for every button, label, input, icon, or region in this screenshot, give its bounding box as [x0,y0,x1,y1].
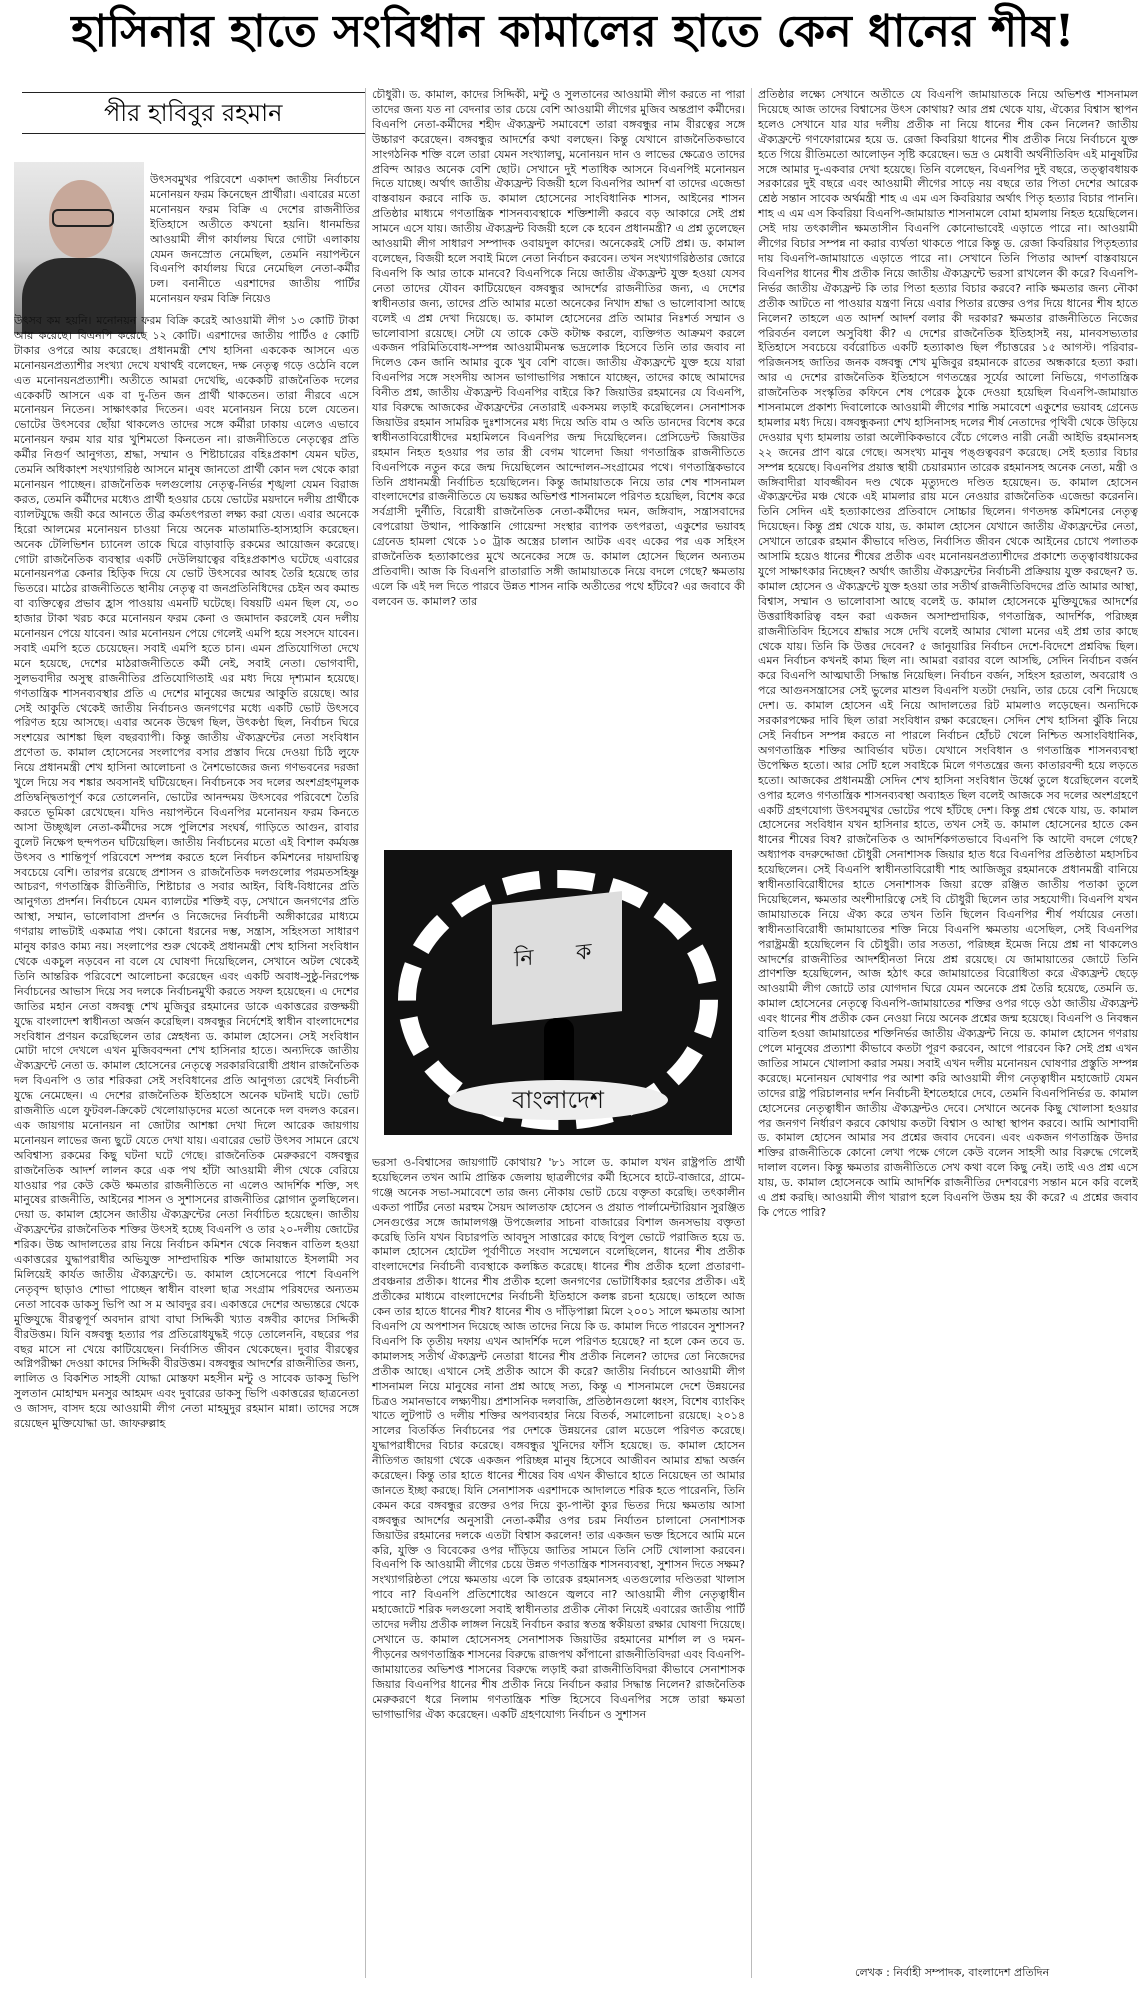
column-3 [758,88,1138,1968]
ballot-box-shape [492,891,622,1025]
column-1-intro [150,162,360,314]
paragraph: উৎসব কম হয়নি। মনোনয়ন ফরম বিক্রি করেই আওয়ামী লীগ ১৩ কোটি টাকা আয় করেছে। বিএনপি করেছে ১২ কোটি। এরশাদের জাতীয় পার্টিও ৫ কোটি টাকার ওপরে আয় করেছে। প্রধানমন্ত্রী শেখ হাসিনা এককেক আসনে এত মনোনয়নপ্রত্যাশীর সংখ্যা দেখে যথার্থই বলেছেন, দক্ষ নেতৃত্ব গড়ে ওঠেনি বলে এত মনোনয়নপ্রত্যাশী। অতীতে আমরা দেখেছি, একেকটি রাজনৈতিক দলের একেকটি আসনে এক বা দু-তিন জন প্রার্থী থাকতেন। তারা নীরবে এসে মনোনয়ন নিতেন। সাক্ষাৎকার দিতেন। এবং মনোনয়ন নিয়ে চলে যেতেন। ভোটের উৎসবের ছোঁয়া থাকলেও তাদের সঙ্গে কর্মীরা ঢাকায় এলেও এভাবে মনোনয়ন ফরম যার যার খুশিমতো কিনতেন না। রাজনীতিতে নেতৃত্বের প্রতি কর্মীর নিগুর্ণ আনুগত্য, শ্রদ্ধা, সম্মান ও শিষ্টাচারের বহিঃপ্রকাশ যেমন ঘটত, তেমনি অধিকাংশ সংখ্যাগরিষ্ঠ আসনে মানুষ জানতো প্রার্থী কোন দল থেকে কারা মনোনয়ন পাচ্ছেন। রাজনৈতিক দলগুলোয় নেতৃত্ব-নির্ভর শৃঙ্খলা যেমন বিরাজ করত, তেমনি কর্মীদের মধ্যেও প্রার্থী হওয়ার চেয়ে ভোটের ময়দানে দলীয় প্রার্থীকে ব্যালটযুদ্ধে জয়ী করে আনতে তীব্র কর্মতৎপরতা লক্ষ্য করা যেত। এবার অনেকে হিরো আলমের মনোনয়ন চাওয়া নিয়ে অনেক মাতামাতি-হাস্যহাসি করেছেন। অনেক টেলিভিশন চ্যানেল তাকে ঘিরে বাড়াবাড়ি রকমের আয়োজন করেছে। গোটা রাজনৈতিক ব্যবস্থার একটি দেউলিয়াত্বের বহিঃপ্রকাশও ঘটেছে এবারের মনোনয়নপত্র কেনার হিড়িক দিয়ে যে ভোট উৎসবের আবহ তৈরি হয়েছে তার ভিতরে। মাঠের রাজনীতিতে স্থানীয় নেতৃত্ব বা জনপ্রতিনিধিদের চেইন অব কমান্ড বা ব্যক্তিত্বের প্রভাব হ্রাস পাওয়ায় এমনটি ঘটেছে। বিষয়টি এমন ছিল যে, ৩০ হাজার টাকা খরচ করে মনোনয়ন ফরম কেনা ও জমাদান করলেই যেন দলীয় মনোনয়ন পেয়ে যাবেন। আর মনোনয়ন পেয়ে গেলেই এমপি হয়ে সংসদে যাবেন। সবাই এমপি হতে চেয়েছেন। সবাই এমপি হতে চান। এমন প্রতিযোগিতা দেখে মনে হয়েছে, দেশের মাঠরাজনীতিতে কর্মী নেই, সবাই নেতা। ভোগবাদী, সুলভবাদীর অসুস্থ রাজনীতির প্রতিযোগিতাই এর মধ্য দিয়ে দৃশ্যমান হয়েছে। গণতান্ত্রিক শাসনব্যবস্থার প্রতি এ দেশের মানুষের জন্মের আকুতি রয়েছে। আর সেই আকুতি থেকেই জাতীয় নির্বাচনও জনগণের মধ্যে একটি ভোট উৎসবে পরিণত হয়ে আসছে। এবার অনেক উদ্বেগ ছিল, উৎকণ্ঠা ছিল, নির্বাচন ঘিরে সংশয়ের আশঙ্কা ছিল বছরব্যাপী। কিন্তু জাতীয় ঐক্যফ্রন্টের নেতা সংবিধান প্রণেতা ড. কামাল হোসেনের সংলাপের বসার প্রস্তাব দিয়ে দেওয়া চিঠি লুফে নিয়ে প্রধানমন্ত্রী শেখ হাসিনা আলোচনা ও নৈশভোজের জন্য গণভবনের দরজা খুলে দিয়ে সব শঙ্কার অবসানই ঘটিয়েছেন। নির্বাচনকে সব দলের অংশগ্রহণমূলক প্রতিদ্বন্দ্বিতাপূর্ণ করে তোলেননি, ভোটের আনন্দময় উৎসবের পরিবেশে তৈরি করতে ভূমিকা রেখেছেন। যদিও নয়াপল্টনে বিএনপির মনোনয়ন ফরম কিনতে আসা উচ্ছৃঙ্খল নেতা-কর্মীদের সঙ্গে পুলিশের সংঘর্ষ, গাড়িতে আগুন, রাবার বুলেট নিক্ষেপ ছন্দপতন ঘটিয়েছিল। জাতীয় নির্বাচনের মতো এই বিশাল কর্মযজ্ঞ উৎসব ও শান্তিপূর্ণ পরিবেশে সম্পন্ন করতে হলে নির্বাচন কমিশনের দায়দায়িত্ব সবচেয়ে বেশি। তারপর রয়েছে প্রশাসন ও রাজনৈতিক দলগুলোর পরমতসহিষ্ণু আচরণ, গণতান্ত্রিক রীতিনীতি, শিষ্টাচার ও সবার আইন, বিধি-বিধানের প্রতি আনুগত্য প্রদর্শন। নির্বাচনে যেমন ব্যালটের শক্তিই বড়, সেখানে জনগণের প্রতি আস্থা, সম্মান, ভালোবাসা প্রদর্শন ও নিজেদের নির্বাচনী অঙ্গীকারের মাধ্যমে গণরায় লাভটাই একমাত্র পথ। কোনো ধরনের দম্ভ, সন্ত্রাস, সহিংসতা সাধারণ মানুষ কারও কাম্য নয়। সংলাপের শুরু থেকেই প্রধানমন্ত্রী শেখ হাসিনা সংবিধান থেকে একচুল নড়বেন না বলে যে ঘোষণা দিয়েছিলেন, সেখানে অটল থেকেই তিনি আন্তরিক পরিবেশে আলোচনা করেছেন এবং একটি অবাধ-সুষ্ঠু-নিরপেক্ষ নির্বাচনের আভাস দিয়ে সব দলকে নির্বাচনমুখী করতে সফল হয়েছেন। এ দেশের জাতির মহান নেতা বঙ্গবন্ধু শেখ মুজিবুর রহমানের ডাকে একাত্তরের রক্তক্ষয়ী যুদ্ধে বাংলাদেশ স্বাধীনতা অর্জন করেছিল। বঙ্গবন্ধুর নির্দেশেই স্বাধীন বাংলাদেশের সংবিধান প্রণয়ন করেছিলেন তার স্নেহধন্য ড. কামাল হোসেন। সেই সংবিধান মোটা দাগে দেখলে এখন মুজিববন্দনা শেখ হাসিনার হাতে। অন্যদিকে জাতীয় ঐক্যফ্রন্টে নেতা ড. কামাল হোসেনের নেতৃত্বে সরকারবিরোধী প্রধান রাজনৈতিক দল বিএনপি ও তার শরিকরা সেই সংবিধানের প্রতি আনুগত্য রেখেই নির্বাচনী যুদ্ধে নেমেছেন। এ দেশের রাজনৈতিক ইতিহাসে অনেক ঘটনাই ঘটে। ভোট রাজনীতি এলে ফুটবল-ক্রিকেট খেলোয়াড়দের মতো অনেকে দল বদলও করেন। এক জায়গায় মনোনয়ন না জোটার আশঙ্কা দেখা দিলে আরেক জায়গায় মনোনয়ন লাভের জন্য ছুটে যেতে দেখা যায়। এবারের ভোট উৎসব সামনে রেখে অবিশ্বাস্য রকমের কিছু ঘটনা ঘটে গেছে। রাজনৈতিক মেরুকরণে বঙ্গবন্ধুর রাজনৈতিক আদর্শ লালন করে এক পথ হাঁটা আওয়ামী লীগ থেকে বেরিয়ে যাওয়ার পর কেউ কেউ ক্ষমতার রাজনীতিতে না এলেও আদর্শিক শক্তি, সৎ মানুষের রাজনীতি, আইনের শাসন ও সুশাসনের রাজনীতির স্লোগান তুলছিলেন। দেয়া ড. কামাল হোসেন জাতীয় ঐক্যফ্রন্টের নেতা নির্বাচিত হয়েছেন। জাতীয় ঐক্যফ্রন্টের রাজনৈতিক শক্তির উৎসই হচ্ছে বিএনপি ও তার ২০-দলীয় জোটের শরিক। উচ্চ আদালতের রায় নিয়ে নির্বাচন কমিশন থেকে নিবন্ধন বাতিল হওয়া একাত্তরের যুদ্ধাপরাধীর অভিযুক্ত সাম্প্রদায়িক শক্তি জামায়াতে ইসলামী সব মিলিয়েই কার্যত জাতীয় ঐক্যফ্রন্টে। ড. কামাল হোসেনেরে পাশে বিএনপি নেতৃবৃন্দ ছাড়াও শোভা পাচ্ছেন স্বাধীন বাংলা ছাত্র সংগ্রাম পরিষদের অন্যতম নেতা সাবেক ডাকসু ভিপি আ স ম আবদুর রব। একাত্তরে দেশের অভ্যন্তরে থেকে মুক্তিযুদ্ধে বীরত্বপূর্ণ অবদান রাখা বাঘা সিদ্দিকী খ্যাত বঙ্গবীর কাদের সিদ্দিকী বীরউত্তম। যিনি বঙ্গবন্ধু হত্যার পর প্রতিরোধযুদ্ধই গড়ে তোলেননি, বছরের পর বছর মাসে না খেয়ে কাটিয়েছেন। নির্বাসিত জীবন থেকেছেন। দুবার বীরত্বের অগ্নিপরীক্ষা দেওয়া কাদের সিদ্দিকী বীরউত্তম। বঙ্গবন্ধুর আদর্শের রাজনীতির জন্য, লালিত ও বিকশিত সাহসী যোদ্ধা মোস্তফা মহসীন মন্টু ও সাবেক ডাকসু ভিপি সুলতান মোহাম্মদ মনসুর আহমদ এবং দুবারের ডাকসু ভিপি একাত্তরের ছাত্রনেতা ও জাসদ, বাসদ হয়ে আওয়ামী লীগ নেতা মাহমুদুর রহমান মান্না। তাদের সঙ্গে রয়েছেন মুক্তিযোদ্ধা ডা. জাফরুল্লাহ [14,314,359,1431]
box-letter: ক [576,939,592,967]
column-divider [365,88,366,1978]
paragraph: ভরসা ও-বিশ্বাসের জায়গাটি কোথায়? '৮১ সালে ড. কামাল যখন রাষ্ট্রপতি প্রার্থী হয়েছিলেন তখন আমি প্রান্তিক জেলায় ছাত্রলীগের কর্মী হিসেবে হাটে-বাজারে, গ্রামে-গঞ্জে অনেক সভা-সমাবেশে তার জন্য নৌকায় ভোট চেয়ে বক্তৃতা করেছি। তৎকালীন একতা পার্টির নেতা মরহুম সৈয়দ আলতাফ হোসেন ও প্রয়াত পার্লামেন্টারিয়ান সুরঞ্জিত সেনগুপ্তের সঙ্গে জামালগঞ্জ উপজেলার সাচনা বাজারের বিশাল জনসভায় বক্তৃতা করেছি তিনি যখন বিচারপতি আবদুস সাত্তারের কাছে বিপুল ভোটে পরাজিত হয়ে ড. কামাল হোসেন হোটেল পূর্বাণীতে সংবাদ সম্মেলনে বলেছিলেন, ধানের শীষ প্রতীক বাংলাদেশের নির্বাচনী ব্যবস্থাকে কলঙ্কিত করেছে। ধানের শীষ প্রতীক হলো প্রতারণা-প্রবঞ্চনার প্রতীক। ধানের শীষ প্রতীক হলো জনগণের ভোটাধিকার হরণের প্রতীক। এই প্রতীকের মাধ্যমে বাংলাদেশের নির্বাচনী ইতিহাসে কলঙ্ক রচনা হয়েছে। তাহলে আজ কেন তার হাতে ধানের শীষ? ধানের শীষ ও দাঁড়িপাল্লা মিলে ২০০১ সালে ক্ষমতায় আসা বিএনপি যে অপশাসন দিয়েছে আজ তাদের নিয়ে কি ড. কামাল দিতে পারবেন সুশাসন? বিএনপি কি তৃতীয় দফায় এখন আদর্শিক দলে পরিণত হয়েছে? না হলে কেন তবে ড. কামালসহ সতীর্থ ঐক্যফ্রন্ট নেতারা ধানের শীষ প্রতীক নিলেন? তাদের তো নিজেদের প্রতীক আছে। এখানে সেই প্রতীক আসে কী করে? জাতীয় নির্বাচনে আওয়ামী লীগ শাসনামল নিয়ে মানুষের নানা প্রশ্ন আছে সত্য, কিন্তু এ শাসনামলে দেশে উন্নয়নের চিত্রও সমানভাবে লক্ষ্যণীয়। প্রশাসনিক দলবাজি, প্রতিষ্ঠানগুলো ধ্বংস, বিশেষ ব্যাংকিং খাতে লুটপাট ও দলীয় শক্তির অপব্যবহার নিয়ে বিতর্ক, সমালোচনা রয়েছে। ২০১৪ সালের বিতর্কিত নির্বাচনের পর দেশকে উন্নয়নের রোল মডেলে পরিণত করেছে। যুদ্ধাপরাধীদের বিচার করেছে। বঙ্গবন্ধুর খুনিদের ফাঁসি হয়েছে। ড. কামাল হোসেন নীতিগত জায়গা থেকে একজন পরিচ্ছন্ন মানুষ হিসেবে আজীবন আমার শ্রদ্ধা অর্জন করেছেন। কিন্তু তার হাতে ধানের শীষের বিষ এখন কীভাবে হাতে নিয়েছেন তা আমার জানতে ইচ্ছা করছে। যিনি সেনাশাসক এরশাদকে আদালতে শরিক হতে পারেননি, তিনি কেমন করে বঙ্গবন্ধুর রক্তের ওপর দিয়ে ক্যু-পাল্টা ক্যুর ভিতর দিয়ে ক্ষমতায় আসা বঙ্গবন্ধুর আদর্শের অনুসারী নেতা-কর্মীর ওপর চরম নির্যাতন চালানো সেনাশাসক জিয়াউর রহমানের দলকে এতটা বিশ্বাস করলেন! তার একজন ভক্ত হিসেবে আমি মনে করি, যুক্তি ও বিবেকের ওপর দাঁড়িয়ে জাতির সামনে তিনি সেটি খোলাসা করবেন। বিএনপি কি আওয়ামী লীগের চেয়ে উন্নত গণতান্ত্রিক শাসনব্যবস্থা, সুশাসন দিতে সক্ষম? সংখ্যাগরিষ্ঠতা পেয়ে ক্ষমতায় এলে কি তারেক রহমানসহ এতগুলোর দণ্ডিতরা খালাস পাবে না? বিএনপি প্রতিশোধের আগুনে জ্বলবে না? আওয়ামী লীগ নেতৃত্বাধীন মহাজোটে শরিক দলগুলো সবাই স্বাধীনতার প্রতীক নৌকা নিয়েই এবারের জাতীয় পার্টি তাদের দলীয় প্রতীক লাঙ্গল নিয়েই নির্বাচন করার স্বতন্ত্র স্বকীয়তা রক্ষার ঘোষণা দিয়েছে। সেখানে ড. কামাল হোসেনসহ সেনাশাসক জিয়াউর রহমানের মার্শাল ল ও দমন-পীড়নের অগণতান্ত্রিক শাসনের বিরুদ্ধে রাজপথ কাঁপানো রাজনীতিবিদরা এবং বিএনপি-জামায়াতের অভিশপ্ত শাসনের বিরুদ্ধে লড়াই করা রাজনীতিবিদরা কীভাবে সেনাশাসক জিয়ার বিএনপির ধানের শীষ প্রতীক নিয়ে নির্বাচন করার সিদ্ধান্ত নিলেন? রাজনৈতিক মেরুকরণে ধরে নিলাম গণতান্ত্রিক শক্তি হিসেবে বিএনপির সঙ্গে তারা ক্ষমতা ভাগাভাগির ঐক্য করেছেন। একটি গ্রহণযোগ্য নির্বাচন ও সুশাসন [372,1156,745,1721]
column-2-top [372,88,745,843]
paragraph: উৎসবমুখর পরিবেশে একাদশ জাতীয় নির্বাচনে মনোনয়ন ফরম কিনেছেন প্রার্থীরা। এবারের মতো মনোনয়ন ফরম বিক্রি এ দেশের রাজনীতির ইতিহাসে অতীতে কখনো হয়নি। ধানমন্ডির আওয়ামী লীগ কার্যালয় ঘিরে গোটা এলাকায় যেমন জনস্রোত নেমেছিল, তেমনি নয়াপল্টনে বিএনপি কার্যালয় ঘিরে নেমেছিল নেতা-কর্মীর ঢল। বনানীতে এরশাদের জাতীয় পার্টির মনোনয়ন ফরম বিক্রি নিয়েও [150,173,360,306]
column-1 [14,314,359,1984]
ballot-box-illustration [384,850,732,1135]
photo-glasses-shape [52,209,114,227]
author-credit: লেখক : নির্বাহী সম্পাদক, বাংলাদেশ প্রতিদিন [855,1966,1050,1979]
illustration-banner: বাংলাদেশ [448,1080,668,1120]
column-divider [751,88,752,1978]
byline: পীর হাবিবুর রহমান [104,99,283,127]
paragraph: প্রতিষ্ঠার লক্ষ্যে সেখানে অতীতে যে বিএনপি জামায়াতকে নিয়ে অভিশপ্ত শাসনামল দিয়েছে আজ তাদের বিশ্বাসের উৎস কোথায়? আর প্রশ্ন থেকে যায়, ঐক্যের বিশ্বাস স্থাপন হলেও সেখানে যার যার দলীয় প্রতীক না নিয়ে ধানের শীষ কেন নিলেন? জাতীয় ঐক্যফ্রন্টে গণফোরামের হয়ে ড. রেজা কিবরিয়া ধানের শীষ প্রতীক নিয়ে নির্বাচনে যুক্ত হতে গিয়ে রীতিমতো আলোড়ন সৃষ্টি করেছেন। ভদ্র ও মেধাবী অর্থনীতিবিদ এই মানুষটির সঙ্গে আমার দু-একবার দেখা হয়েছে। তিনি বলেছেন, বিএনপির দুই বছরে, তত্ত্বাবধায়ক সরকারের দুই বছরে এবং আওয়ামী লীগের সাড়ে নয় বছরে তার পিতা দেশের আরেক শ্রেষ্ঠ সন্তান সাবেক অর্থমন্ত্রী শাহ এ এম এস কিবরিয়ার অর্থাৎ পিতৃ হত্যার বিচার পাননি। শাহ এ এম এস কিবরিয়া বিএনপি-জামায়াত শাসনামলে বোমা হামলায় নিহত হয়েছিলেন। সেই দায় তৎকালীন ক্ষমতাসীন বিএনপি কোনোভাবেই এড়াতে পারে না। আওয়ামী লীগের বিচার সম্পন্ন না করার ব্যর্থতা থাকতে পারে কিন্তু ড. রেজা কিবরিয়ার পিতৃহত্যার দায় বিএনপি-জামায়াতে এড়াতে পারে না। সেখানে তিনি পিতার আদর্শ বাস্তবায়নে বিএনপির ধানের শীষ প্রতীক নিয়ে জাতীয় ঐক্যফ্রন্টে ভরসা রাখলেন কী করে? বিএনপি-নির্ভর জাতীয় ঐক্যফ্রন্ট কি তার পিতা হত্যার বিচার করবে? নাকি ক্ষমতার জন্য নৌকা প্রতীক আটতে না পাওয়ার যন্ত্রণা নিয়ে এবার পিতার রক্তের ওপর দিয়ে ধানের শীষ হাতে নিলেন? তাহলে এত আদর্শ আদর্শ বলার কী দরকার? ক্ষমতার রাজনীতিতে নিজের পরিবর্তন বললে অসুবিধা কী? এ দেশের রাজনৈতিক ইতিহাসই নয়, মানবসভ্যতার ইতিহাসে সবচেয়ে বর্বরোচিত একটি হত্যাকাণ্ড ছিল পঁচাত্তরের ১৫ আগস্ট। পরিবার-পরিজনসহ জাতির জনক বঙ্গবন্ধু শেখ মুজিবুর রহমানকে রাতের অন্ধকারে হত্যা করা। আর এ দেশের রাজনৈতিক ইতিহাসে গণতন্ত্রের সূর্যের আলো নিভিয়ে, গণতান্ত্রিক রাজনৈতিক সংস্কৃতির কফিনে শেষ পেরেক ঠুকে দেওয়া হয়েছিল বিএনপি-জামায়াত শাসনামলে প্রকাশ্য দিবালোকে আওয়ামী লীগের শান্তি সমাবেশে একুশের ভয়াবহ গ্রেনেড হামলার মধ্য দিয়ে। বঙ্গবন্ধুকন্যা শেখ হাসিনাসহ দলের শীর্ষ নেতাদের পৃথিবী থেকে উড়িয়ে দেওয়ার ঘৃণ্য হামলায় তারা অলৌকিকভাবে বেঁচে গেলেও নারী নেত্রী আইভি রহমানসহ ২২ জনের প্রাণ ঝরে গেছে। অসংখ্য মানুষ পঙ্গুত্ববরণ করেছে। সেই হত্যার বিচার সম্পন্ন হয়েছে। বিএনপির প্রয়াত্ত স্থায়ী চেয়ারম্যান তারেক রহমানসহ অনেক নেতা, মন্ত্রী ও জঙ্গিবাদীরা যাবজ্জীবন দণ্ড থেকে মৃত্যুদণ্ডে দণ্ডিত হয়েছেন। ড. কামাল হোসেন ঐক্যফ্রন্টের মঞ্চ থেকে এই মামলার রায় মনে নেওয়ার রাজনৈতিক এজেন্ডা করেননি। তিনি সেদিন এই হত্যাকাণ্ডের প্রতিবাদে সোচ্চার ছিলেন। গণতদন্ত কমিশনের নেতৃত্ব দিয়েছেন। কিন্তু প্রশ্ন থেকে যায়, ড. কামাল হোসেন যেখানে জাতীয় ঐক্যফ্রন্টের নেতা, সেখানে তারেক রহমান কীভাবে দণ্ডিত, নির্বাসিত জীবন থেকে আইনের চোখে পলাতক আসামি হয়েও ধানের শীষের প্রতীক এবং মনোনয়নপ্রত্যাশীদের প্রকাশ্যে তত্ত্বাবধায়কের যুগে সাক্ষাৎকার নিচ্ছেন? অর্থাৎ জাতীয় ঐক্যফ্রন্টের নির্বাচনী প্রক্রিয়ায় যুক্ত করছেন? ড. কামাল হোসেন ও ঐক্যফ্রন্টে যুক্ত হওয়া তার সতীর্থ রাজনীতিবিদদের প্রতি আমার আস্থা, বিশ্বাস, সম্মান ও ভালোবাসা আছে বলেই ড. কামাল হোসেনকে মুক্তিযুদ্ধের আদর্শের উত্তরাধিকারিত্ব বহন করা একজন অসাম্প্রদায়িক, গণতান্ত্রিক, আদর্শিক, পরিচ্ছন্ন রাজনীতিবিদ হিসেবে শ্রদ্ধার সঙ্গে দেখি বলেই আমার খোলা মনের এই প্রশ্ন তার কাছে থেকে যায়। তিনি কি উত্তর দেবেন? ৫ জানুয়ারির নির্বাচন দেশে-বিদেশে প্রশ্নবিদ্ধ ছিল। এমন নির্বাচন কখনই কাম্য ছিল না। আমরা বরাবর বলে আসছি, সেদিন নির্বাচন বর্জন করে বিএনপি আত্মঘাতী সিদ্ধান্ত নিয়েছিল। নির্বাচন বর্জন, সহিংস হরতাল, অবরোধ ও পরে আগুনসন্ত্রাসের সেই ভুলের মাশুল বিএনপি যতটা দেয়নি, তার চেয়ে বেশি দিয়েছে দেশ। ড. কামাল হোসেন এই নিয়ে আদালতের রিট মামলাও লড়েছেন। অন্যদিকে সরকারপক্ষের দাবি ছিল তারা সংবিধান রক্ষা করেছেন। সেদিন শেখ হাসিনা ঝুঁকি নিয়ে সেই নির্বাচন সম্পন্ন করতে না পারলে নির্বাচন হোঁচট খেলে নিশ্চিত অসাংবিধানিক, অগণতান্ত্রিক শক্তির আবির্ভাব ঘটত। যেখানে সংবিধান ও গণতান্ত্রিক শাসনব্যবস্থা উপেক্ষিত হতো। আর সেটি হলে সবাইকে মিলে গণতন্ত্রের জন্য কাতারবন্দী হয়ে লড়তে হতো। আজকের প্রধানমন্ত্রী সেদিন শেখ হাসিনা সংবিধান উর্ধ্বে তুলে ধরেছিলেন বলেই ওপার হলেও গণতান্ত্রিক শাসনব্যবস্থা অব্যাহত ছিল বলেই আজকে সব দলের অংশগ্রহণে একটি গ্রহণযোগ্য উৎসবমুখর ভোটের পথে হাঁটছে দেশ। কিন্তু প্রশ্ন থেকে যায়, ড. কামাল হোসেনের সংবিধান যখন হাসিনার হাতে, তখন সেই ড. কামাল হোসেনের হাতে কেন ধানের শীষের বিষ? রাজনৈতিক ও আদর্শিকগতভাবে বিএনপি কি আদৌ বদলে গেছে? অধ্যাপক বদরুদ্দোজা চৌধুরী সেনাশাসক জিয়ার হাত ধরে বিএনপির প্রতিষ্ঠাতা মহাসচিব হয়েছিলেন। সেই বিএনপি স্বাধীনতাবিরোধী শাহ আজিজুর রহমানকে প্রধানমন্ত্রী বানিয়ে স্বাধীনতাবিরোধীদের হাতে সেনাশাসক জিয়া রক্তে রঞ্জিত জাতীয় পতাকা তুলে দিয়েছিলেন, ক্ষমতার অংশীদারিত্বে সেই বি চৌধুরী ছিলেন তার সহযোগী। বিএনপি যখন জামায়াতকে নিয়ে ঐক্য করে তখন তিনি ছিলেন বিএনপির শীর্ষ পর্যায়ের নেতা। স্বাধীনতাবিরোধী জামায়াতের শক্তি নিয়ে বিএনপি ক্ষমতায় এসেছিল, সেই বিএনপির পরাষ্ট্রমন্ত্রী হয়েছিলেন বি চৌধুরী। তার সততা, পরিচ্ছন্ন ইমেজ নিয়ে প্রশ্ন না থাকলেও আদর্শের রাজনীতির আদর্শহীনতা নিয়ে প্রশ্ন রয়েছে। যে জামায়াতের জোটে তিনি প্রাণশক্তি হয়েছিলেন, আজ হঠাৎ করে জামায়াতের বিরোধিতা করে ঐক্যফ্রন্ট ছেড়ে আওয়ামী লীগ জোটে তার যোগদান ঘিরে যেমন অনেকে প্রশ্ন তৈরি হয়েছে, তেমনি ড. কামাল হোসেনের নেতৃত্বে বিএনপি-জামায়াতের শক্তির ওপর গড়ে ওঠা জাতীয় ঐক্যফ্রন্ট এবং ধানের শীষ প্রতীক কেন নেওয়া নিয়ে অনেক প্রশ্নের জন্ম হয়েছে। বিএনপি ও নিবন্ধন বাতিল হওয়া জামায়াতের শক্তিনির্ভর জাতীয় ঐক্যফ্রন্ট নিয়ে ড. কামাল হোসেন গণরায় পেলে মানুষের প্রত্যাশা কীভাবে কতটা পূরণ করবেন, আগে পারবেন কি? সেই প্রশ্ন এখন জাতির সামনে খোলাসা করার সময়। সবাই এখন দলীয় মনোনয়ন ঘোষণার প্রস্তুতি সম্পন্ন করেছে। মনোনয়ন ঘোষণার পর আশা করি আওয়ামী লীগ নেতৃত্বাধীন মহাজোট যেমন তাদের রাষ্ট্র পরিচালনার দর্শন নির্বাচনী ইশতেহারে দেবে, তেমনি বিএনপিনির্ভর ড. কামাল হোসেনের নেতৃত্বাধীন জাতীয় ঐক্যফ্রন্টও দেবে। সেখানে অনেক কিছু খোলাসা হওয়ার পর জনগণ নির্ধারণ করবে কোথায় কতটা বিশ্বাস ও আস্থা স্থাপন করবে। আমি আশাবাদী ড. কামাল হোসেন আমার সব প্রশ্নের জবাব দেবেন। এবং একজন গণতান্ত্রিক উদার শক্তির রাজনীতিকে কোনো লেখা পক্ষে গেলে কেউ বলেন সাহসী আর বিরুদ্ধে গেলেই দালাল বলেন। কিন্তু ক্ষমতার রাজনীতিতে সেখ কথা বলে কিছু নেই। তাই এও প্রশ্ন এসে যায়, ড. কামাল হোসেনকে আমি আদর্শিক রাজনীতির দেশবরেণ্য সন্তান মনে করি বলেই এ প্রশ্ন করছি। আওয়ামী লীগ খারাপ হলে বিএনপি উত্তম হয় কী করে? এ প্রশ্নের জবাব কি পেতে পারি? [758,88,1138,1219]
column-2-bottom [372,1156,745,1986]
headline: হাসিনার হাতে সংবিধান কামালের হাতে কেন ধানের শীষ! [71,6,1075,57]
box-letter: নি [514,945,534,973]
author-photo [14,162,144,334]
paragraph: চৌধুরী। ড. কামাল, কাদের সিদ্দিকী, মন্টু ও সুলতানের আওয়ামী লীগ করতে না পারা তাদের জন্য যত না বেদনার তার চেয়ে বেশি আওয়ামী লীগের মুজিব অন্তপ্রাণ কর্মীদের। বিএনপি নেতা-কর্মীদের শহীদ ঐক্যফ্রন্ট সমাবেশে তারা বঙ্গবন্ধুর নাম বীরত্বের সঙ্গে উচ্চারণ করেছেন। বঙ্গবন্ধুর আদর্শের কথা বলছেন। কিন্তু যেখানে রাজনৈতিকভাবে সাংগঠনিক শক্তি বলে তারা যেমন সংখ্যালঘু, মনোনয়ন দান ও লাভের ক্ষেত্রেও তাদের প্রবিন্দ আরও অনেক বেশি ছোট। সেখানে দুই শতাধিক আসনে বিএনপিই মনোনয়ন দিতে যাচ্ছে। অর্থাৎ জাতীয় ঐক্যফ্রন্ট বিজয়ী হলে বিএনপির আদর্শ বা তাদের এজেন্ডা বাস্তবায়ন করবে নাকি ড. কামাল হোসেনের সাংবিধানিক শাসন, আইনের শাসন প্রতিষ্ঠার মাধ্যমে গণতান্ত্রিক শাসনব্যবস্থাকে শক্তিশালী করবে বড় আকারে সেই প্রশ্ন সামনে এসে যায়। জাতীয় ঐক্যফ্রন্ট বিজয়ী হলে কে হবেন প্রধানমন্ত্রী? এ প্রশ্ন তুলেছেন আওয়ামী লীগ সাধারণ সম্পাদক ওবায়দুল কাদের। অনেকেরই সেটি প্রশ্ন। ড. কামাল বলেছেন, বিজয়ী হলে সবাই মিলে নেতা নির্বাচন করবেন। তখন সংখ্যাগরিষ্ঠতার জোরে বিএনপি কি আর তাকে মানবে? বিএনপিকে নিয়ে জাতীয় ঐক্যফ্রন্ট যুক্ত হওয়া যেসব নেতা তাদের যৌবন কাটিয়েছেন বঙ্গবন্ধুর আদর্শের রাজনীতির জন্য, এ দেশের স্বাধীনতার জন্য, তাদের প্রতি আমার মতো অনেকের নিখাদ শ্রদ্ধা ও ভালোবাসা আছে বলেই এ প্রশ্ন দেখা দিয়েছে। ড. কামাল হোসেনের প্রতি আমার নিঃশর্ত সম্মান ও ভালোবাসা রয়েছে। সেটা যে তাকে কেউ কটাক্ষ করলে, ব্যক্তিগত আক্রমণ করলে একজন পরিমিতিবোধ-সম্পন্ন আওয়ামীমনস্ক ভদ্রলোক হিসেবে তিনি তার জবাব না দিলেও কেন জানি আমার বুকে খুব বেশি বাজে। জাতীয় ঐক্যফ্রন্টে যুক্ত হয়ে যারা বিএনপির সঙ্গে সংসদীয় আসন ভাগাভাগির সন্ধানে যাচ্ছেন, তাদের কাছে আমাদের বিনীত প্রশ্ন, জাতীয় ঐক্যফ্রন্ট বিএনপির বাইরে কি? জিয়াউর রহমানের যে বিএনপি, যার বিরুদ্ধে আজকের ঐক্যফ্রন্টের নেতারাই একসময় লড়াই করেছিলেন। সেনাশাসক জিয়াউর রহমান সামরিক দুঃশাসনের মধ্য দিয়ে অতি বাম ও অতি ডানদের বিশেষ করে স্বাধীনতাবিরোধীদের মহামিলনে বিএনপির জন্ম দিয়েছিলেন। প্রেসিডেন্ট জিয়াউর রহমান নিহত হওয়ার পর তার স্ত্রী বেগম খালেদা জিয়া গণতান্ত্রিক রাজনীতিতে বিএনপিকে নতুন করে জন্ম দিয়েছিলেন আন্দোলন-সংগ্রামের পথে। গণতান্ত্রিকভাবে তিনি প্রধানমন্ত্রী নির্বাচিত হয়েছিলেন। কিন্তু জামায়াতকে নিয়ে তার শেষ শাসনামল বাংলাদেশের রাজনীতিতে যে ভয়ঙ্কর অভিশপ্ত শাসনামলে পরিণত হয়েছিল, বিশেষ করে সর্বগ্রাসী দুর্নীতি, বিরোধী রাজনৈতিক নেতা-কর্মীদের দমন, জঙ্গিবাদ, সন্ত্রাসবাদের বেপরোয়া উত্থান, পাকিস্তানি গোয়েন্দা সংস্থার ব্যাপক তৎপরতা, একুশের ভয়াবহ গ্রেনেড হামলা থেকে ১০ ট্রাক অস্ত্রের চালান আটক এবং একের পর এক সহিংস রাজনৈতিক হত্যাকাণ্ডের মুখে অনেকের সঙ্গে ড. কামাল হোসেন ছিলেন অন্যতম প্রতিবাদী। আজ কি বিএনপি রাতারাতি সঙ্গী জামায়াতকে নিয়ে বদলে গেছে? ক্ষমতায় এলে কি এই দল দিতে পারবে উন্নত শাসন নাকি অতীতের পথে হাঁটবে? এর জবাবে কী বলবেন ড. কামাল? তার [372,88,745,608]
